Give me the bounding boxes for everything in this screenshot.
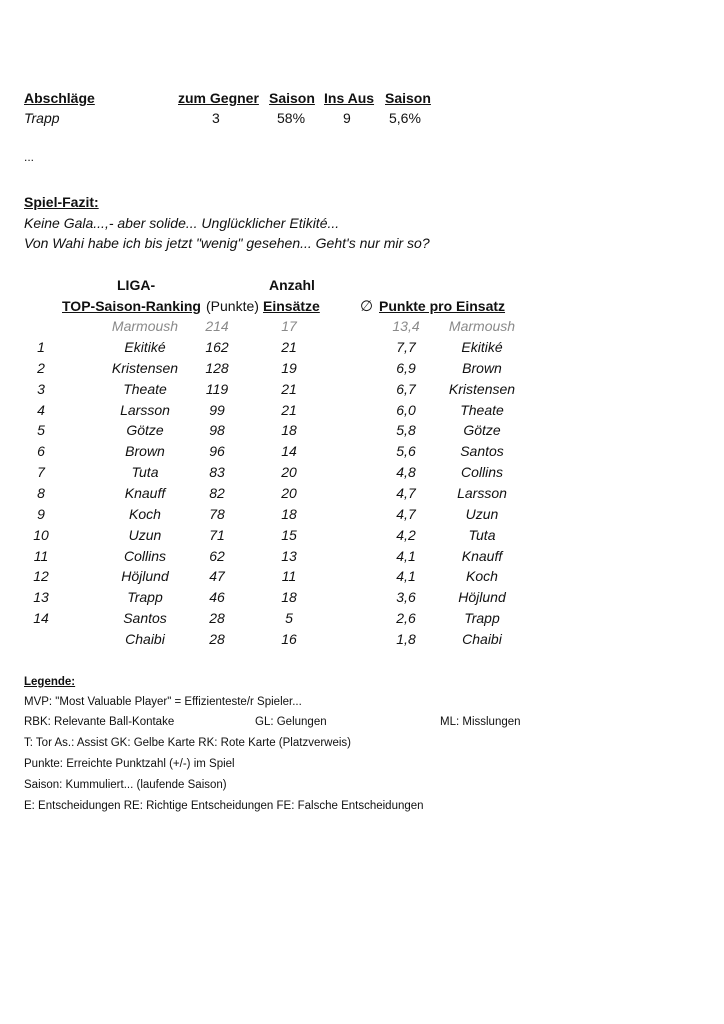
ranking-cell-avg: 3,6 bbox=[396, 589, 416, 606]
ranking-cell-points: 98 bbox=[209, 422, 225, 439]
ranking-cell-games: 13 bbox=[281, 547, 297, 564]
legend-punkte: Punkte: Erreichte Punktzahl (+/-) im Spiel bbox=[24, 758, 235, 770]
table-row bbox=[0, 589, 724, 610]
ranking-cell-avg-name: Chaibi bbox=[462, 630, 502, 647]
fazit-title: Spiel-Fazit: bbox=[24, 194, 99, 210]
abschlaege-header-saison-2: Saison bbox=[385, 90, 431, 106]
table-row bbox=[0, 485, 724, 506]
ranking-cell-avg-name: Theate bbox=[460, 401, 504, 418]
ranking-cell-avg-name: Santos bbox=[460, 443, 504, 460]
ranking-cell-games: 11 bbox=[281, 568, 297, 585]
ranking-cell-games: 19 bbox=[281, 359, 297, 376]
ranking-cell-points: 82 bbox=[209, 484, 225, 501]
average-symbol-icon: ∅ bbox=[360, 298, 374, 315]
header-anzahl: Anzahl bbox=[269, 277, 315, 293]
ranking-cell-avg-name: Koch bbox=[466, 568, 498, 585]
table-row bbox=[0, 568, 724, 589]
ranking-cell-rank: 8 bbox=[37, 484, 45, 501]
table-row bbox=[0, 527, 724, 548]
ranking-cell-rank: 7 bbox=[37, 464, 45, 481]
ranking-cell-games: 21 bbox=[281, 380, 297, 397]
header-top-saison-ranking: TOP-Saison-Ranking bbox=[62, 298, 201, 314]
ranking-cell-name: Höjlund bbox=[121, 568, 169, 585]
ranking-cell-points: 46 bbox=[209, 589, 225, 606]
ranking-reference-row bbox=[0, 318, 724, 339]
ranking-cell-games: 17 bbox=[281, 318, 297, 334]
ranking-cell-games: 14 bbox=[281, 443, 297, 460]
ranking-cell-rank: 5 bbox=[37, 422, 45, 439]
abschlaege-saison-value-2: 5,6% bbox=[389, 110, 421, 126]
table-row bbox=[0, 339, 724, 360]
ranking-cell-games: 16 bbox=[281, 630, 297, 647]
table-row bbox=[0, 548, 724, 569]
abschlaege-header-insaus: Ins Aus bbox=[324, 90, 375, 106]
ranking-cell-avg: 4,1 bbox=[396, 568, 416, 585]
header-einsaetze: Einsätze bbox=[263, 298, 320, 314]
ranking-cell-avg: 4,8 bbox=[396, 464, 416, 481]
legend-gl: GL: Gelungen bbox=[255, 716, 327, 728]
table-row bbox=[0, 464, 724, 485]
legend-mvp: MVP: "Most Valuable Player" = Effizienteste/r Spieler... bbox=[24, 696, 302, 708]
ranking-cell-games: 20 bbox=[281, 484, 297, 501]
ranking-cell-avg: 6,7 bbox=[396, 380, 416, 397]
ranking-cell-name: Ekitiké bbox=[124, 339, 166, 355]
ranking-cell-games: 15 bbox=[281, 526, 297, 543]
table-row bbox=[0, 506, 724, 527]
table-row bbox=[0, 381, 724, 402]
ranking-cell-name: Koch bbox=[129, 505, 161, 522]
table-row bbox=[0, 443, 724, 464]
header-liga: LIGA- bbox=[117, 277, 156, 293]
abschlaege-header-label: Abschläge bbox=[24, 90, 95, 106]
ranking-cell-rank: 6 bbox=[37, 443, 45, 460]
ranking-cell-games: 18 bbox=[281, 505, 297, 522]
ranking-cell-avg: 7,7 bbox=[396, 339, 416, 355]
ranking-cell-rank: 4 bbox=[37, 401, 45, 418]
ranking-cell-points: 128 bbox=[205, 359, 229, 376]
ranking-cell-avg: 6,0 bbox=[396, 401, 416, 418]
abschlaege-insaus-value: 9 bbox=[343, 110, 351, 126]
ranking-cell-name: Marmoush bbox=[111, 318, 179, 334]
abschlaege-gegner-value: 3 bbox=[212, 110, 220, 126]
ranking-cell-avg: 4,7 bbox=[396, 484, 416, 501]
ranking-cell-games: 18 bbox=[281, 589, 297, 606]
abschlaege-player: Trapp bbox=[24, 110, 60, 126]
legend-rbk: RBK: Relevante Ball-Kontake bbox=[24, 716, 175, 728]
ranking-cell-points: 214 bbox=[205, 318, 229, 334]
ranking-cell-avg: 13,4 bbox=[392, 318, 420, 334]
ranking-cell-rank: 10 bbox=[33, 526, 49, 543]
legend-e: E: Entscheidungen RE: Richtige Entscheidungen FE: Falsche Entscheidungen bbox=[24, 800, 424, 812]
ranking-cell-name: Knauff bbox=[124, 484, 166, 501]
ranking-cell-games: 21 bbox=[281, 401, 297, 418]
ranking-cell-name: Uzun bbox=[128, 526, 162, 543]
ranking-cell-points: 83 bbox=[209, 464, 225, 481]
ranking-cell-avg-name: Höjlund bbox=[458, 589, 506, 606]
legend-ml: ML: Misslungen bbox=[440, 716, 521, 728]
ranking-cell-avg-name: Ekitiké bbox=[461, 339, 503, 355]
ranking-cell-avg: 2,6 bbox=[396, 610, 416, 627]
ranking-cell-rank: 2 bbox=[37, 359, 45, 376]
ranking-cell-rank: 9 bbox=[37, 505, 45, 522]
header-punkte-pro-einsatz: Punkte pro Einsatz bbox=[379, 298, 506, 314]
ranking-cell-points: 96 bbox=[209, 443, 225, 460]
ranking-cell-name: Larsson bbox=[120, 401, 170, 418]
table-row bbox=[0, 360, 724, 381]
table-row bbox=[0, 422, 724, 443]
ranking-cell-points: 162 bbox=[205, 339, 229, 355]
ranking-cell-points: 47 bbox=[209, 568, 225, 585]
ranking-cell-points: 78 bbox=[209, 505, 225, 522]
ranking-cell-points: 71 bbox=[209, 526, 225, 543]
ranking-cell-rank: 14 bbox=[33, 610, 49, 627]
ranking-cell-avg-name: Larsson bbox=[457, 484, 507, 501]
ranking-cell-rank: 13 bbox=[33, 589, 49, 606]
table-row bbox=[0, 631, 724, 652]
ranking-cell-avg: 5,8 bbox=[396, 422, 416, 439]
ranking-cell-name: Theate bbox=[123, 380, 167, 397]
ranking-cell-avg-name: Kristensen bbox=[448, 380, 516, 397]
ranking-cell-points: 28 bbox=[209, 630, 225, 647]
abschlaege-saison-value-1: 58% bbox=[277, 110, 306, 126]
ranking-cell-games: 5 bbox=[285, 610, 293, 627]
ranking-cell-avg-name: Tuta bbox=[468, 526, 496, 543]
ranking-cell-name: Collins bbox=[123, 547, 166, 564]
fazit-line-2: Von Wahi habe ich bis jetzt "wenig" gesehen... Geht's nur mir so? bbox=[24, 235, 430, 251]
ranking-cell-rank: 12 bbox=[33, 568, 49, 585]
ranking-cell-name: Götze bbox=[126, 422, 164, 439]
ranking-cell-avg: 4,7 bbox=[396, 505, 416, 522]
table-row bbox=[0, 402, 724, 423]
ranking-cell-avg-name: Marmoush bbox=[448, 318, 516, 334]
abschlaege-header-saison-1: Saison bbox=[269, 90, 315, 106]
ranking-cell-games: 20 bbox=[281, 464, 297, 481]
legend-title: Legende: bbox=[24, 676, 76, 688]
ranking-cell-avg: 5,6 bbox=[396, 443, 416, 460]
ranking-cell-name: Brown bbox=[125, 443, 165, 460]
ranking-cell-rank: 3 bbox=[37, 380, 45, 397]
ranking-cell-points: 99 bbox=[209, 401, 225, 418]
legend-saison: Saison: Kummuliert... (laufende Saison) bbox=[24, 779, 227, 791]
ranking-cell-avg-name: Götze bbox=[463, 422, 501, 439]
ranking-cell-name: Trapp bbox=[127, 589, 163, 606]
ranking-cell-avg: 4,1 bbox=[396, 547, 416, 564]
ranking-cell-points: 28 bbox=[209, 610, 225, 627]
ranking-cell-avg-name: Trapp bbox=[464, 610, 500, 627]
legend-tor: T: Tor As.: Assist GK: Gelbe Karte RK: Rote Karte (Platzverweis) bbox=[24, 737, 352, 749]
ranking-cell-avg-name: Brown bbox=[462, 359, 502, 376]
ranking-cell-name: Kristensen bbox=[111, 359, 179, 376]
table-row bbox=[0, 610, 724, 631]
ranking-cell-avg-name: Uzun bbox=[465, 505, 499, 522]
ranking-cell-rank: 11 bbox=[33, 547, 49, 564]
ranking-cell-avg-name: Knauff bbox=[461, 547, 503, 564]
ranking-cell-avg: 6,9 bbox=[396, 359, 416, 376]
ranking-cell-name: Chaibi bbox=[125, 630, 165, 647]
fazit-line-1: Keine Gala...,- aber solide... Unglücklicher Etikité... bbox=[24, 215, 340, 231]
ranking-cell-points: 62 bbox=[209, 547, 225, 564]
ellipsis-text: ... bbox=[24, 150, 35, 164]
ranking-cell-points: 119 bbox=[205, 380, 229, 397]
ranking-cell-rank: 1 bbox=[37, 339, 45, 355]
abschlaege-header-gegner: zum Gegner bbox=[178, 90, 259, 106]
ranking-cell-games: 18 bbox=[281, 422, 297, 439]
ranking-cell-games: 21 bbox=[281, 339, 297, 355]
ranking-cell-avg: 1,8 bbox=[396, 630, 416, 647]
ranking-cell-avg-name: Collins bbox=[460, 464, 503, 481]
header-punkte: (Punkte) bbox=[206, 298, 259, 314]
ranking-cell-name: Santos bbox=[123, 610, 167, 627]
ranking-cell-name: Tuta bbox=[131, 464, 159, 481]
ranking-cell-avg: 4,2 bbox=[396, 526, 416, 543]
